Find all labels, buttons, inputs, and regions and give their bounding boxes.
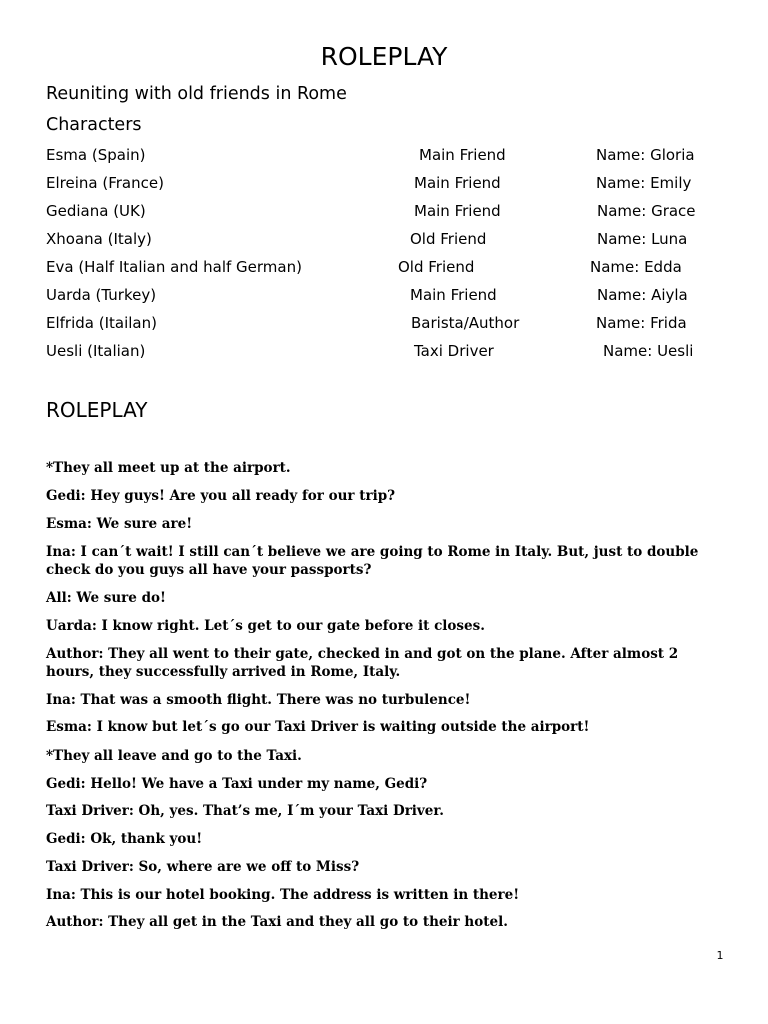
dialogue-line: Author: They all went to their gate, checked in and got on the plane. After almost 2 hours, they successfully arrived in Rome, Italy. (46, 646, 679, 680)
dialogue-line: All: We sure do! (46, 590, 166, 606)
dialogue-line: Uarda: I know right. Let´s get to our gate before it closes. (46, 618, 485, 634)
character-name: Name: Edda (590, 258, 682, 276)
dialogue-line: Gedi: Ok, thank you! (46, 831, 203, 847)
character-role: Barista/Author (411, 314, 520, 332)
character-name: Name: Uesli (603, 342, 694, 360)
character-role: Taxi Driver (414, 342, 494, 360)
character-person: Xhoana (Italy) (46, 230, 152, 248)
character-role: Main Friend (414, 202, 501, 220)
dialogue-line: Ina: I can´t wait! I still can´t believe we are going to Rome in Italy. But, just to double check do you guys all have your passports? (46, 544, 699, 578)
character-role: Main Friend (410, 286, 497, 304)
character-person: Gediana (UK) (46, 202, 146, 220)
document-subtitle: Reuniting with old friends in Rome (46, 84, 347, 104)
dialogue-line: Author: They all get in the Taxi and they all go to their hotel. (46, 914, 508, 930)
dialogue-line: *They all meet up at the airport. (46, 460, 291, 476)
character-person: Eva (Half Italian and half German) (46, 258, 302, 276)
page-number: 1 (716, 949, 724, 962)
character-role: Main Friend (419, 146, 506, 164)
character-row (0, 312, 768, 334)
character-name: Name: Emily (596, 174, 692, 192)
character-row (0, 172, 768, 194)
character-row (0, 200, 768, 222)
dialogue-line: Gedi: Hello! We have a Taxi under my name, Gedi? (46, 776, 428, 792)
dialogue-line: Esma: We sure are! (46, 516, 193, 532)
dialogue-line: Esma: I know but let´s go our Taxi Driver is waiting outside the airport! (46, 719, 590, 735)
character-person: Esma (Spain) (46, 146, 146, 164)
character-person: Uesli (Italian) (46, 342, 146, 360)
character-person: Elfrida (Itailan) (46, 314, 157, 332)
character-name: Name: Luna (597, 230, 688, 248)
character-row (0, 284, 768, 306)
dialogue-line: Taxi Driver: So, where are we off to Miss? (46, 859, 360, 875)
section-heading: ROLEPLAY (46, 398, 148, 422)
character-row (0, 228, 768, 250)
character-role: Old Friend (398, 258, 475, 276)
character-name: Name: Frida (596, 314, 687, 332)
dialogue-line: Ina: That was a smooth flight. There was no turbulence! (46, 692, 471, 708)
character-name: Name: Grace (597, 202, 696, 220)
character-row (0, 340, 768, 362)
character-row (0, 144, 768, 166)
character-role: Old Friend (410, 230, 487, 248)
character-row (0, 256, 768, 278)
character-person: Elreina (France) (46, 174, 164, 192)
character-name: Name: Aiyla (597, 286, 688, 304)
dialogue-line: *They all leave and go to the Taxi. (46, 748, 302, 764)
dialogue-line: Ina: This is our hotel booking. The address is written in there! (46, 887, 520, 903)
character-person: Uarda (Turkey) (46, 286, 157, 304)
dialogue-line: Gedi: Hey guys! Are you all ready for our trip? (46, 488, 396, 504)
character-name: Name: Gloria (596, 146, 695, 164)
document-title: ROLEPLAY (320, 42, 448, 71)
dialogue-line: Taxi Driver: Oh, yes. That’s me, I´m your Taxi Driver. (46, 803, 444, 819)
characters-heading: Characters (46, 115, 142, 135)
character-role: Main Friend (414, 174, 501, 192)
